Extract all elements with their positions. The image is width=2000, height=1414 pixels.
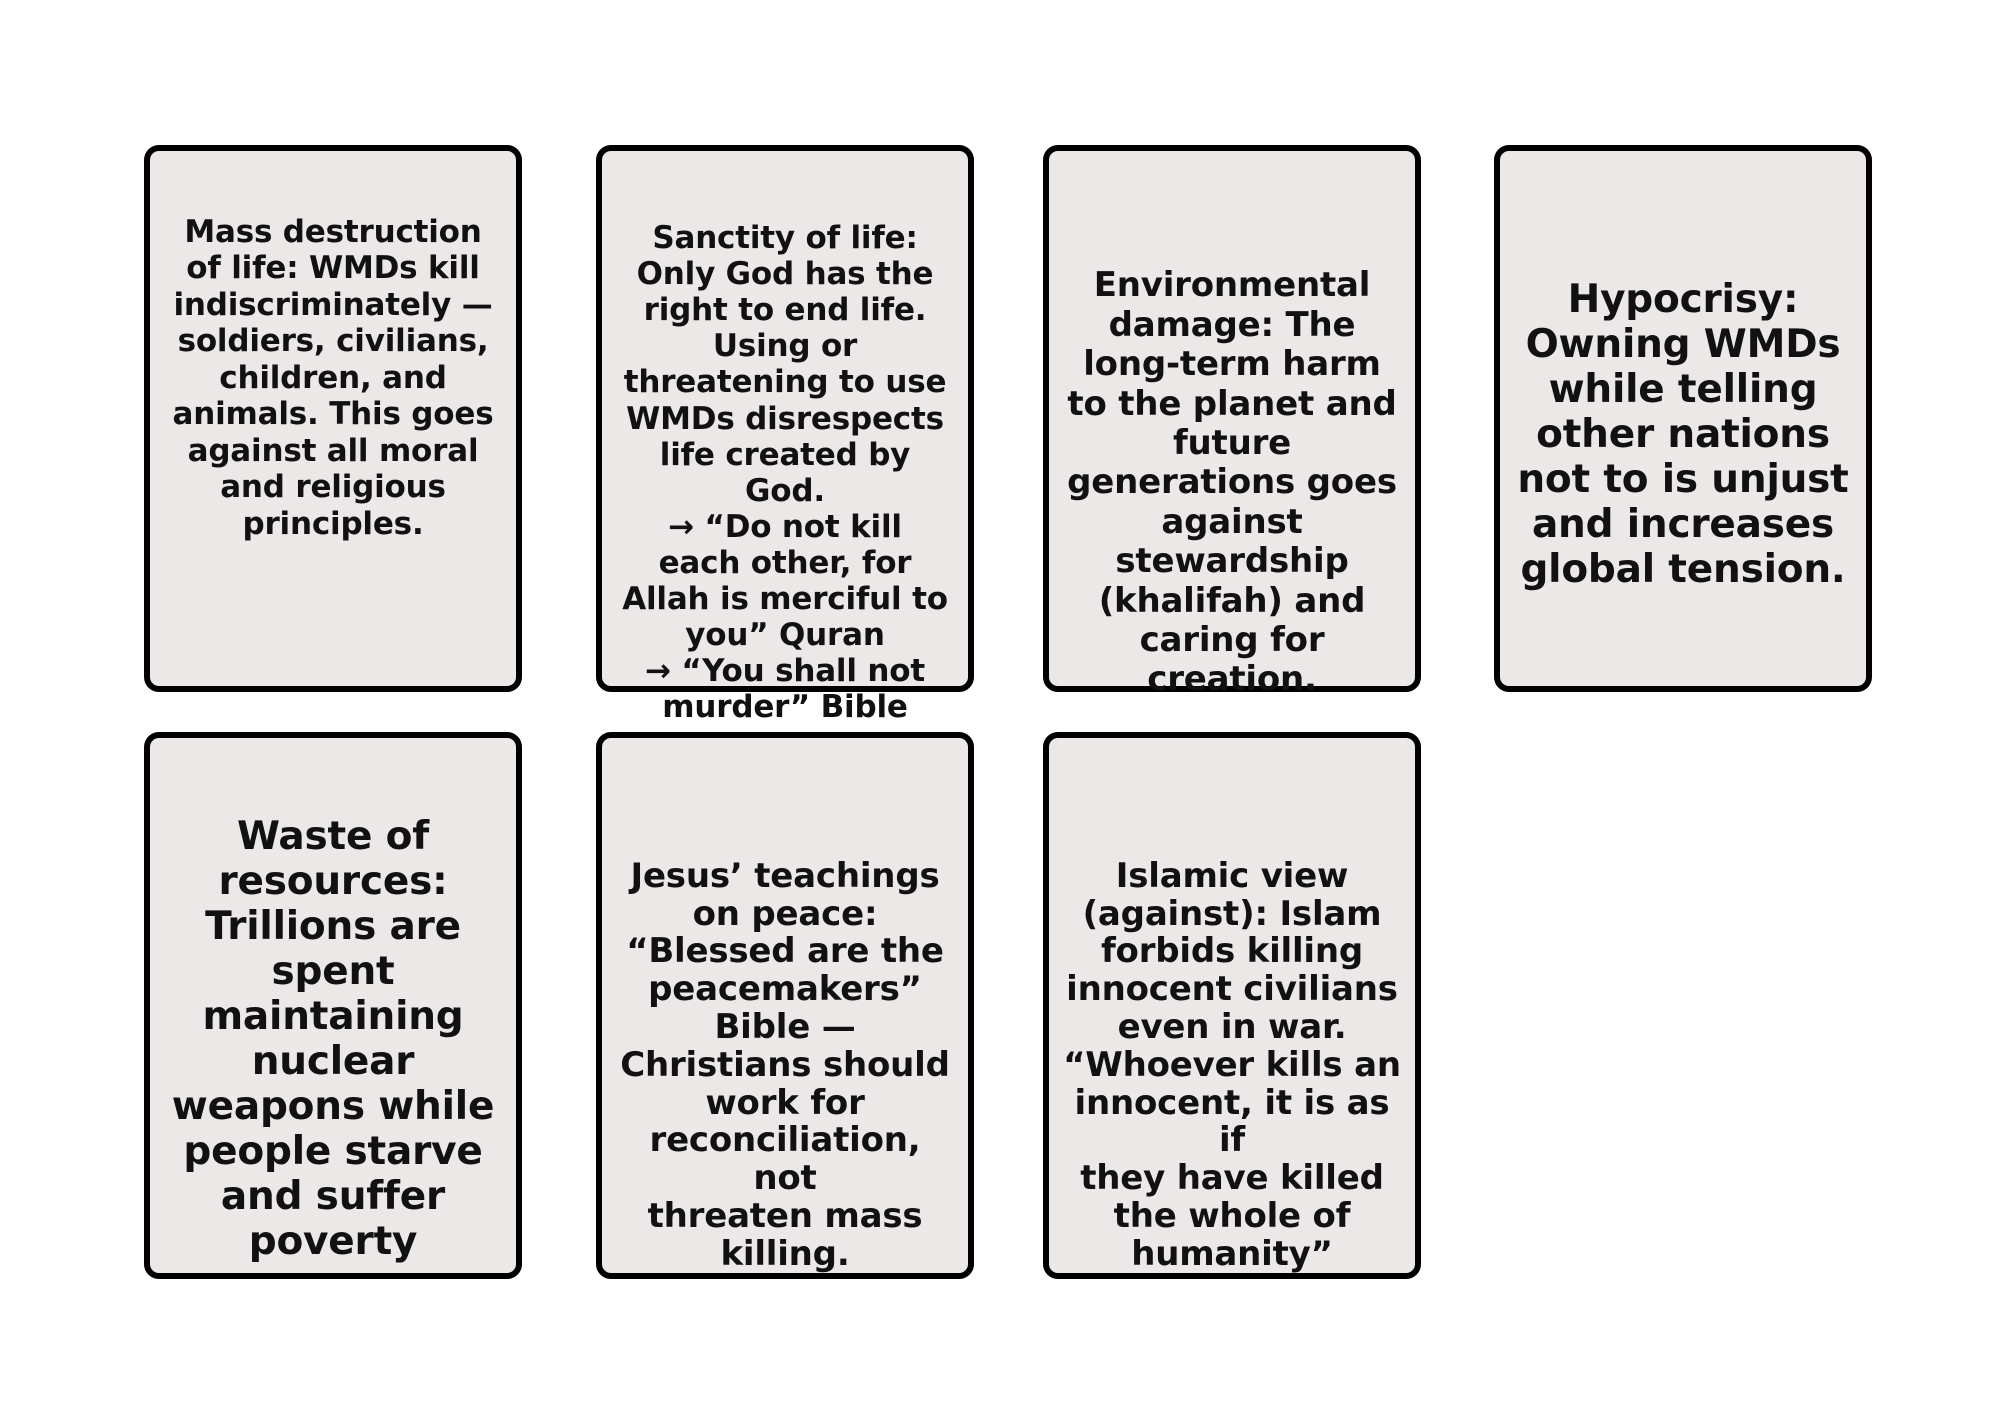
- card-text: Environmental damage: The long-term harm to the planet and future generations goes against stewardship (khalifah) and caring for creation.: [1067, 265, 1397, 700]
- card-waste-of-resources: [144, 732, 522, 1279]
- card-text: Mass destruction of life: WMDs kill indiscriminately — soldiers, civilians, children, and animals. This goes against all moral and religious principles.: [172, 213, 494, 542]
- card-text: Hypocrisy: Owning WMDs while telling other nations not to is unjust and increases global tension.: [1517, 277, 1849, 592]
- card-text: Jesus’ teachings on peace: “Blessed are the peacemakers” Bible — Christians should work for reconciliation, not threaten mass killing.: [620, 855, 950, 1274]
- card-text: Islamic view (against): Islam forbids killing innocent civilians even in war. “Whoever kills an innocent, it is as if they have killed the whole of humanity”: [1063, 855, 1401, 1274]
- card-sanctity-of-life: [596, 145, 974, 726]
- card-text: Waste of resources: Trillions are spent maintaining nuclear weapons while people starve and suffer poverty: [171, 814, 495, 1264]
- card-hypocrisy: [1494, 145, 1872, 692]
- card-environmental-damage: [1043, 145, 1421, 700]
- card-islamic-view: [1043, 732, 1421, 1279]
- card-mass-destruction: [144, 145, 522, 692]
- card-jesus-teachings: [596, 732, 974, 1279]
- card-text: Sanctity of life: Only God has the right to end life. Using or threatening to use WMDs disrespects life created by God. → “Do not kill each other, for Allah is merciful to you” Quran → “You shall not murder” Bible: [622, 220, 948, 726]
